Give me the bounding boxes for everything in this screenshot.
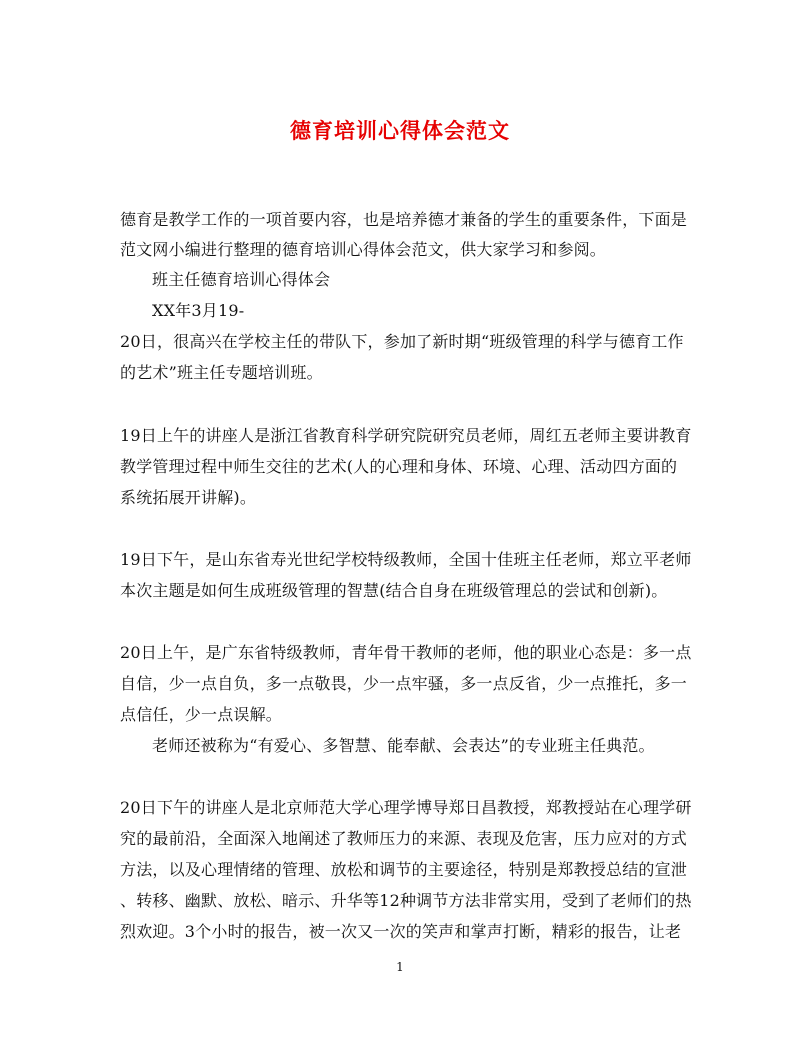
paragraph-line: 烈欢迎。3个小时的报告，被一次又一次的笑声和掌声打断，精彩的报告，让老 <box>120 922 682 941</box>
paragraph-line: 德育是教学工作的一项首要内容，也是培养德才兼备的学生的重要条件，下面是 <box>120 210 688 229</box>
document-title: 德育培训心得体会范文 <box>290 118 510 143</box>
paragraph-line: 系统拓展开讲解)。 <box>120 488 257 507</box>
paragraph-line: 班主任德育培训心得体会 <box>152 270 331 289</box>
paragraph-line: 20日，很高兴在学校主任的带队下，参加了新时期“班级管理的科学与德育工作 <box>120 332 684 351</box>
paragraph-line: XX年3月19- <box>152 301 245 320</box>
page-number: 1 <box>396 960 404 974</box>
paragraph-line: 点信任，少一点误解。 <box>120 705 283 724</box>
paragraph-line: 本次主题是如何生成班级管理的智慧(结合自身在班级管理总的尝试和创新)。 <box>120 581 668 600</box>
paragraph-line: 19日下午，是山东省寿光世纪学校特级教师，全国十佳班主任老师，郑立平老师 <box>120 550 692 569</box>
paragraph-line: 20日上午，是广东省特级教师，青年骨干教师的老师，他的职业心态是：多一点 <box>120 643 692 662</box>
paragraph-line: 教学管理过程中师生交往的艺术(人的心理和身体、环境、心理、活动四方面的 <box>120 457 678 476</box>
paragraph-line: 究的最前沿，全面深入地阐述了教师压力的来源、表现及危害，压力应对的方式 <box>120 829 688 848</box>
paragraph-line: 自信，少一点自负，多一点敬畏，少一点牢骚，多一点反省，少一点推托，多一 <box>120 674 688 693</box>
paragraph-line: 20日下午的讲座人是北京师范大学心理学博导郑日昌教授，郑教授站在心理学研 <box>120 798 692 817</box>
paragraph-line: 老师还被称为“有爱心、多智慧、能奉献、会表达”的专业班主任典范。 <box>152 736 655 755</box>
paragraph-line: 方法，以及心理情绪的管理、放松和调节的主要途径，特别是郑教授总结的宣泄 <box>120 860 688 879</box>
paragraph-line: 19日上午的讲座人是浙江省教育科学研究院研究员老师，周红五老师主要讲教育 <box>120 426 692 445</box>
paragraph-line: 范文网小编进行整理的德育培训心得体会范文，供大家学习和参阅。 <box>120 240 607 259</box>
paragraph-line: 的艺术”班主任专题培训班。 <box>120 363 323 382</box>
paragraph-line: 、转移、幽默、放松、暗示、升华等12种调节方法非常实用，受到了老师们的热 <box>120 891 692 910</box>
